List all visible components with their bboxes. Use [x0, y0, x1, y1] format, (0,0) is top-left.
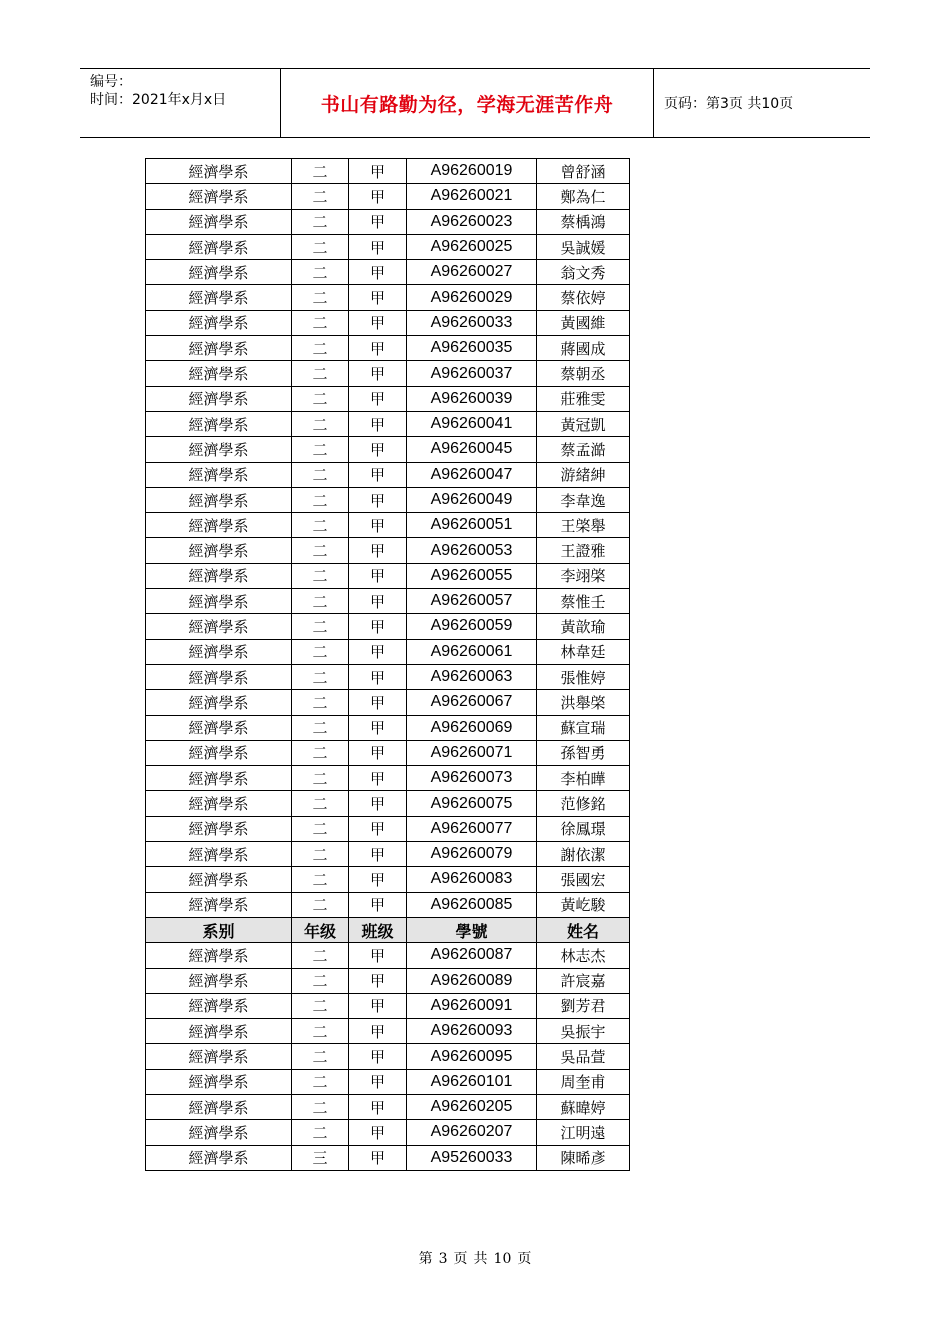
dept-cell: 經濟學系 [146, 614, 292, 639]
student-id-cell: A96260075 [407, 791, 537, 816]
table-row [146, 993, 630, 1018]
dept-cell: 經濟學系 [146, 184, 292, 209]
table-row [146, 487, 630, 512]
table-row [146, 715, 630, 740]
table-row [146, 943, 630, 968]
class-cell: 甲 [349, 892, 407, 917]
class-cell: 甲 [349, 487, 407, 512]
class-cell: 甲 [349, 589, 407, 614]
dept-cell: 經濟學系 [146, 563, 292, 588]
dept-cell: 經濟學系 [146, 1019, 292, 1044]
class-cell: 甲 [349, 159, 407, 184]
grade-cell: 二 [292, 715, 349, 740]
dept-cell: 經濟學系 [146, 285, 292, 310]
student-name-cell: 蔡依婷 [537, 285, 630, 310]
table-row [146, 310, 630, 335]
class-cell: 甲 [349, 260, 407, 285]
dept-cell: 經濟學系 [146, 892, 292, 917]
header-dept: 系别 [146, 917, 292, 942]
table-row [146, 816, 630, 841]
student-id-cell: A96260057 [407, 589, 537, 614]
dept-cell: 經濟學系 [146, 209, 292, 234]
student-id-cell: A96260029 [407, 285, 537, 310]
student-roster-table [145, 158, 630, 1171]
table-row [146, 184, 630, 209]
table-row [146, 437, 630, 462]
student-name-cell: 林韋廷 [537, 639, 630, 664]
dept-cell: 經濟學系 [146, 1094, 292, 1119]
footer-ye-2: 页 [517, 1251, 532, 1267]
class-cell: 甲 [349, 867, 407, 892]
dept-cell: 經濟學系 [146, 968, 292, 993]
grade-cell: 二 [292, 310, 349, 335]
header-page-cell [654, 69, 870, 137]
student-id-cell: A96260025 [407, 234, 537, 259]
grade-cell: 二 [292, 892, 349, 917]
student-id-cell: A96260205 [407, 1094, 537, 1119]
dept-cell: 經濟學系 [146, 260, 292, 285]
dept-cell: 經濟學系 [146, 867, 292, 892]
grade-cell: 二 [292, 487, 349, 512]
number-label: 编号： [90, 74, 132, 90]
grade-cell: 三 [292, 1145, 349, 1170]
student-name-cell: 李韋逸 [537, 487, 630, 512]
class-cell: 甲 [349, 437, 407, 462]
grade-cell: 二 [292, 993, 349, 1018]
student-id-cell: A96260039 [407, 386, 537, 411]
student-id-cell: A96260095 [407, 1044, 537, 1069]
dept-cell: 經濟學系 [146, 993, 292, 1018]
class-cell: 甲 [349, 285, 407, 310]
student-id-cell: A96260207 [407, 1120, 537, 1145]
roster-body [146, 159, 630, 1171]
table-row [146, 766, 630, 791]
table-row [146, 1044, 630, 1069]
student-name-cell: 劉芳君 [537, 993, 630, 1018]
class-cell: 甲 [349, 1044, 407, 1069]
dept-cell: 經濟學系 [146, 1069, 292, 1094]
dept-cell: 經濟學系 [146, 715, 292, 740]
table-row [146, 614, 630, 639]
student-name-cell: 游緒紳 [537, 462, 630, 487]
student-id-cell: A96260071 [407, 740, 537, 765]
grade-cell: 二 [292, 386, 349, 411]
dept-cell: 經濟學系 [146, 234, 292, 259]
student-name-cell: 周奎甫 [537, 1069, 630, 1094]
class-cell: 甲 [349, 411, 407, 436]
class-cell: 甲 [349, 791, 407, 816]
header-class: 班级 [349, 917, 407, 942]
student-name-cell: 范修銘 [537, 791, 630, 816]
student-id-cell: A96260083 [407, 867, 537, 892]
student-name-cell: 黃屹駿 [537, 892, 630, 917]
footer-total-pages: 10 [493, 1251, 512, 1267]
table-row [146, 791, 630, 816]
student-id-cell: A96260101 [407, 1069, 537, 1094]
table-row [146, 867, 630, 892]
student-name-cell: 謝依潔 [537, 842, 630, 867]
grade-cell: 二 [292, 234, 349, 259]
table-row [146, 234, 630, 259]
grade-cell: 二 [292, 1019, 349, 1044]
table-row [146, 411, 630, 436]
student-id-cell: A96260091 [407, 993, 537, 1018]
student-id-cell: A96260085 [407, 892, 537, 917]
grade-cell: 二 [292, 1120, 349, 1145]
student-id-cell: A96260063 [407, 664, 537, 689]
student-id-cell: A96260053 [407, 538, 537, 563]
class-cell: 甲 [349, 563, 407, 588]
dept-cell: 經濟學系 [146, 943, 292, 968]
dept-cell: 經濟學系 [146, 1120, 292, 1145]
class-cell: 甲 [349, 1120, 407, 1145]
header-grade: 年级 [292, 917, 349, 942]
student-id-cell: A96260047 [407, 462, 537, 487]
footer-di: 第 [418, 1251, 433, 1267]
class-cell: 甲 [349, 234, 407, 259]
table-row [146, 664, 630, 689]
table-row [146, 159, 630, 184]
table-row [146, 563, 630, 588]
dept-cell: 經濟學系 [146, 386, 292, 411]
student-name-cell: 曾舒涵 [537, 159, 630, 184]
grade-cell: 二 [292, 842, 349, 867]
dept-cell: 經濟學系 [146, 336, 292, 361]
student-id-cell: A96260037 [407, 361, 537, 386]
table-row [146, 209, 630, 234]
student-id-cell: A96260041 [407, 411, 537, 436]
student-name-cell: 張國宏 [537, 867, 630, 892]
student-id-cell: A96260021 [407, 184, 537, 209]
student-name-cell: 洪舉棨 [537, 690, 630, 715]
dept-cell: 經濟學系 [146, 487, 292, 512]
student-name-cell: 莊雅雯 [537, 386, 630, 411]
student-name-cell: 許宸嘉 [537, 968, 630, 993]
table-row [146, 260, 630, 285]
student-id-cell: A96260035 [407, 336, 537, 361]
footer-ye: 页 [453, 1251, 468, 1267]
class-cell: 甲 [349, 538, 407, 563]
student-name-cell: 蘇暐婷 [537, 1094, 630, 1119]
dept-cell: 經濟學系 [146, 766, 292, 791]
table-row [146, 538, 630, 563]
student-name-cell: 王棨舉 [537, 513, 630, 538]
class-cell: 甲 [349, 715, 407, 740]
table-row [146, 1069, 630, 1094]
student-id-cell: A96260077 [407, 816, 537, 841]
table-row [146, 740, 630, 765]
grade-cell: 二 [292, 184, 349, 209]
footer-page-number: 3 [438, 1251, 448, 1267]
grade-cell: 二 [292, 361, 349, 386]
class-cell: 甲 [349, 943, 407, 968]
column-header-row [146, 917, 630, 942]
student-name-cell: 李翊棨 [537, 563, 630, 588]
class-cell: 甲 [349, 614, 407, 639]
grade-cell: 二 [292, 1044, 349, 1069]
class-cell: 甲 [349, 816, 407, 841]
class-cell: 甲 [349, 639, 407, 664]
class-cell: 甲 [349, 842, 407, 867]
student-name-cell: 李柏曄 [537, 766, 630, 791]
dept-cell: 經濟學系 [146, 411, 292, 436]
student-id-cell: A96260051 [407, 513, 537, 538]
student-id-cell: A96260079 [407, 842, 537, 867]
student-name-cell: 徐鳳璟 [537, 816, 630, 841]
table-row [146, 892, 630, 917]
student-name-cell: 翁文秀 [537, 260, 630, 285]
student-name-cell: 黃歆瑜 [537, 614, 630, 639]
student-name-cell: 蔡楀鴻 [537, 209, 630, 234]
dept-cell: 經濟學系 [146, 589, 292, 614]
header-student-id: 學號 [407, 917, 537, 942]
dept-cell: 經濟學系 [146, 1145, 292, 1170]
grade-cell: 二 [292, 589, 349, 614]
class-cell: 甲 [349, 310, 407, 335]
student-id-cell: A96260093 [407, 1019, 537, 1044]
student-name-cell: 蘇宣瑞 [537, 715, 630, 740]
dept-cell: 經濟學系 [146, 361, 292, 386]
student-id-cell: A96260067 [407, 690, 537, 715]
student-id-cell: A96260059 [407, 614, 537, 639]
student-name-cell: 鄭為仁 [537, 184, 630, 209]
time-label: 时间：2021年x月x日 [90, 92, 227, 108]
student-name-cell: 蔡朝丞 [537, 361, 630, 386]
table-row [146, 842, 630, 867]
class-cell: 甲 [349, 1069, 407, 1094]
table-row [146, 690, 630, 715]
student-name-cell: 蔡孟澔 [537, 437, 630, 462]
grade-cell: 二 [292, 766, 349, 791]
student-id-cell: A96260033 [407, 310, 537, 335]
student-id-cell: A96260073 [407, 766, 537, 791]
dept-cell: 經濟學系 [146, 538, 292, 563]
footer-gong: 共 [473, 1251, 488, 1267]
student-id-cell: A96260061 [407, 639, 537, 664]
grade-cell: 二 [292, 437, 349, 462]
table-row [146, 1145, 630, 1170]
class-cell: 甲 [349, 462, 407, 487]
student-id-cell: A96260055 [407, 563, 537, 588]
grade-cell: 二 [292, 639, 349, 664]
student-name-cell: 王證雅 [537, 538, 630, 563]
student-name-cell: 黃國維 [537, 310, 630, 335]
class-cell: 甲 [349, 993, 407, 1018]
grade-cell: 二 [292, 159, 349, 184]
page-footer [0, 1248, 950, 1268]
class-cell: 甲 [349, 1019, 407, 1044]
table-row [146, 968, 630, 993]
dept-cell: 經濟學系 [146, 639, 292, 664]
dept-cell: 經濟學系 [146, 310, 292, 335]
grade-cell: 二 [292, 538, 349, 563]
student-name-cell: 蔣國成 [537, 336, 630, 361]
student-name-cell: 江明遠 [537, 1120, 630, 1145]
grade-cell: 二 [292, 462, 349, 487]
class-cell: 甲 [349, 513, 407, 538]
grade-cell: 二 [292, 513, 349, 538]
student-name-cell: 張惟婷 [537, 664, 630, 689]
grade-cell: 二 [292, 867, 349, 892]
class-cell: 甲 [349, 209, 407, 234]
class-cell: 甲 [349, 766, 407, 791]
grade-cell: 二 [292, 614, 349, 639]
dept-cell: 經濟學系 [146, 740, 292, 765]
student-name-cell: 蔡惟壬 [537, 589, 630, 614]
grade-cell: 二 [292, 690, 349, 715]
class-cell: 甲 [349, 740, 407, 765]
table-row [146, 1120, 630, 1145]
header-motto-cell [281, 69, 654, 137]
student-id-cell: A96260049 [407, 487, 537, 512]
table-row [146, 462, 630, 487]
grade-cell: 二 [292, 411, 349, 436]
class-cell: 甲 [349, 1145, 407, 1170]
page-info: 页码：第3页 共10页 [664, 96, 794, 112]
grade-cell: 二 [292, 285, 349, 310]
table-row [146, 1019, 630, 1044]
student-id-cell: A96260089 [407, 968, 537, 993]
grade-cell: 二 [292, 664, 349, 689]
class-cell: 甲 [349, 664, 407, 689]
table-row [146, 386, 630, 411]
grade-cell: 二 [292, 260, 349, 285]
class-cell: 甲 [349, 690, 407, 715]
grade-cell: 二 [292, 816, 349, 841]
dept-cell: 經濟學系 [146, 664, 292, 689]
grade-cell: 二 [292, 968, 349, 993]
grade-cell: 二 [292, 1069, 349, 1094]
student-id-cell: A96260069 [407, 715, 537, 740]
table-row [146, 1094, 630, 1119]
student-name-cell: 陳晞彥 [537, 1145, 630, 1170]
grade-cell: 二 [292, 336, 349, 361]
dept-cell: 經濟學系 [146, 1044, 292, 1069]
student-id-cell: A96260019 [407, 159, 537, 184]
student-id-cell: A96260087 [407, 943, 537, 968]
grade-cell: 二 [292, 563, 349, 588]
dept-cell: 經濟學系 [146, 159, 292, 184]
motto-text: 书山有路勤为径，学海无涯苦作舟 [320, 93, 614, 116]
student-name-cell: 吳振宇 [537, 1019, 630, 1044]
grade-cell: 二 [292, 740, 349, 765]
student-id-cell: A96260045 [407, 437, 537, 462]
dept-cell: 經濟學系 [146, 791, 292, 816]
student-id-cell: A96260023 [407, 209, 537, 234]
table-row [146, 589, 630, 614]
grade-cell: 二 [292, 791, 349, 816]
table-row [146, 361, 630, 386]
class-cell: 甲 [349, 968, 407, 993]
grade-cell: 二 [292, 209, 349, 234]
header-student-name: 姓名 [537, 917, 630, 942]
class-cell: 甲 [349, 386, 407, 411]
dept-cell: 經濟學系 [146, 462, 292, 487]
table-row [146, 336, 630, 361]
class-cell: 甲 [349, 361, 407, 386]
header-meta [80, 69, 281, 137]
table-row [146, 639, 630, 664]
student-id-cell: A96260027 [407, 260, 537, 285]
grade-cell: 二 [292, 1094, 349, 1119]
dept-cell: 經濟學系 [146, 513, 292, 538]
table-row [146, 513, 630, 538]
student-name-cell: 黃冠凱 [537, 411, 630, 436]
student-name-cell: 吳誠媛 [537, 234, 630, 259]
page-header [80, 68, 870, 138]
student-name-cell: 林志杰 [537, 943, 630, 968]
dept-cell: 經濟學系 [146, 842, 292, 867]
class-cell: 甲 [349, 336, 407, 361]
class-cell: 甲 [349, 184, 407, 209]
dept-cell: 經濟學系 [146, 437, 292, 462]
student-name-cell: 吳品萱 [537, 1044, 630, 1069]
student-name-cell: 孫智勇 [537, 740, 630, 765]
student-id-cell: A95260033 [407, 1145, 537, 1170]
grade-cell: 二 [292, 943, 349, 968]
class-cell: 甲 [349, 1094, 407, 1119]
dept-cell: 經濟學系 [146, 690, 292, 715]
table-row [146, 285, 630, 310]
dept-cell: 經濟學系 [146, 816, 292, 841]
